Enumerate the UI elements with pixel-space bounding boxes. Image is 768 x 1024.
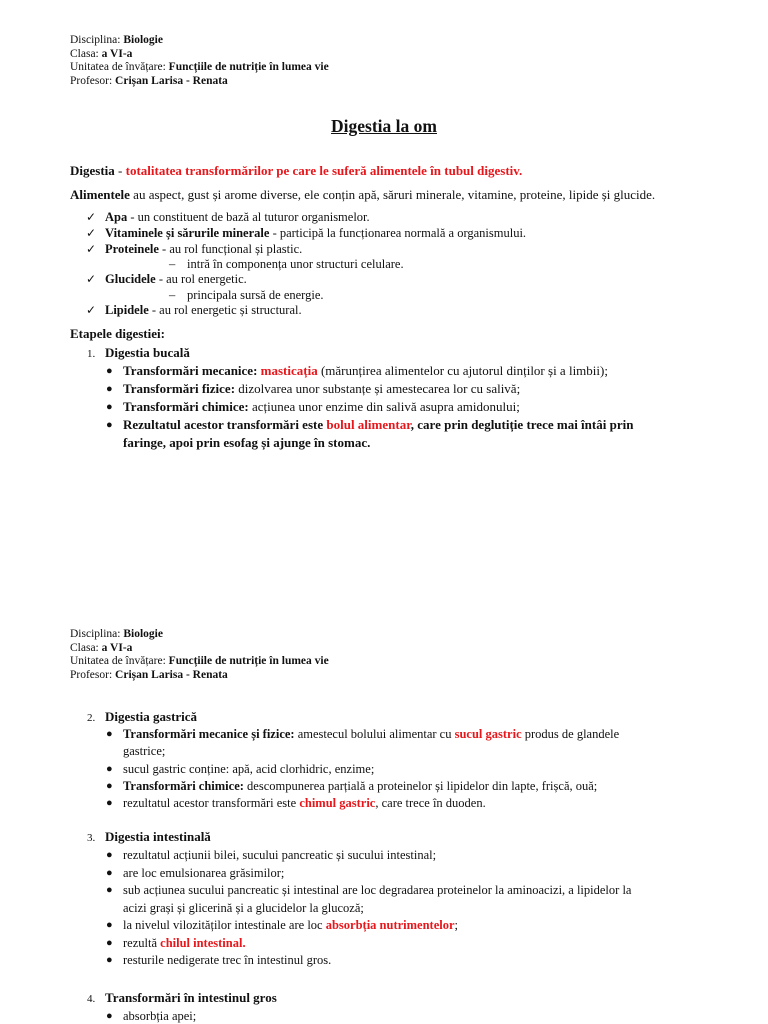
header-block xyxy=(70,628,329,682)
definition-line: Digestia - totalitatea transformărilor pe care le suferă alimentele în tubul digestiv. xyxy=(70,163,523,178)
header-unit: Unitatea de învățare: Funcțiile de nutriție în lumea vie xyxy=(70,655,329,668)
header-class: Clasa: a VI-a xyxy=(70,47,133,60)
check-icon: ✓ xyxy=(86,242,97,256)
section-number: 3. xyxy=(87,832,96,844)
list-item-continuation: acizi grași și glicerină și a glucidelor la glucoză; xyxy=(123,900,364,915)
list-item: ✓ Apa - un constituent de bază al tuturor organismelor. xyxy=(86,210,370,224)
header-unit: Unitatea de învățare: Funcțiile de nutriție în lumea vie xyxy=(70,61,329,74)
bullet-icon: ● xyxy=(106,884,113,896)
list-item: ● la nivelul vilozităților intestinale are loc absorbția nutrimentelor; xyxy=(106,918,459,932)
list-subitem: – intră în componența unor structuri celulare. xyxy=(169,257,404,271)
section-title: Digestia bucală xyxy=(105,345,190,360)
list-item: ● Rezultatul acestor transformări este bolul alimentar, care prin deglutiție trece mai întâi prin xyxy=(106,417,634,432)
bullet-icon: ● xyxy=(106,401,113,413)
bullet-icon: ● xyxy=(106,919,113,931)
check-icon: ✓ xyxy=(86,272,97,286)
bullet-icon: ● xyxy=(106,954,113,966)
foods-line: Alimentele au aspect, gust și arome diverse, ele conțin apă, săruri minerale, vitamine, proteine, lipide și glucide. xyxy=(70,187,656,202)
section-gastric-digestion xyxy=(0,709,768,812)
list-item: ✓ Vitaminele și sărurile minerale - participă la funcționarea normală a organismului. xyxy=(86,226,527,240)
header-teacher: Profesor: Crișan Larisa - Renata xyxy=(70,668,228,681)
bullet-icon: ● xyxy=(106,1010,113,1022)
check-icon: ✓ xyxy=(86,303,97,317)
list-item: ✓ Lipidele - au rol energetic și structural. xyxy=(86,303,302,317)
list-subitem: – principala sursă de energie. xyxy=(169,288,324,302)
page-title: Digestia la om xyxy=(331,116,437,136)
list-item: ● sucul gastric conține: apă, acid clorhidric, enzime; xyxy=(106,762,375,776)
bullet-icon: ● xyxy=(106,797,113,809)
list-item: ● rezultatul acțiunii bilei, sucului pancreatic și sucului intestinal; xyxy=(106,848,437,862)
dash-icon: – xyxy=(169,257,176,271)
check-icon: ✓ xyxy=(86,210,97,224)
nutrient-checklist xyxy=(0,209,768,318)
list-item: ● Transformări mecanice și fizice: amestecul bolului alimentar cu sucul gastric produs de glandele xyxy=(106,727,620,741)
stages-title: Etapele digestiei: xyxy=(70,326,165,341)
list-item: ● sub acțiunea sucului pancreatic și intestinal are loc degradarea proteinelor la aminoacizi, a lipidelor la xyxy=(106,883,632,897)
bullet-icon: ● xyxy=(106,866,113,879)
list-item: ● absorbția apei; xyxy=(106,1009,197,1023)
section-intestinal-digestion xyxy=(0,829,768,970)
bullet-icon: ● xyxy=(106,763,113,775)
list-item: ● resturile nedigerate trec în intestinul gros. xyxy=(106,953,332,967)
section-number: 1. xyxy=(87,348,96,360)
list-item-continuation: faringe, apoi prin esofag și ajunge în stomac. xyxy=(123,435,371,450)
dash-icon: – xyxy=(169,288,176,302)
list-item: ✓ Glucidele - au rol energetic. xyxy=(86,272,247,286)
list-item: ● Transformări mecanice: masticația (mărunțirea alimentelor cu ajutorul dinților și a limbii); xyxy=(106,363,608,378)
check-icon: ✓ xyxy=(86,226,97,240)
list-item: ✓ Proteinele - au rol funcțional și plastic. xyxy=(86,242,303,256)
bullet-icon: ● xyxy=(106,383,113,395)
header-block xyxy=(70,34,329,88)
header-discipline: Disciplina: Biologie xyxy=(70,34,163,46)
bullet-icon: ● xyxy=(106,936,113,949)
section-oral-digestion xyxy=(0,345,768,453)
bullet-icon: ● xyxy=(106,728,113,740)
header-teacher: Profesor: Crișan Larisa - Renata xyxy=(70,74,228,87)
list-item: ● Transformări fizice: dizolvarea unor substanțe și amestecarea lor cu salivă; xyxy=(106,381,521,396)
section-title: Transformări în intestinul gros xyxy=(105,990,277,1005)
bullet-icon: ● xyxy=(106,849,113,861)
list-item-continuation: gastrice; xyxy=(123,744,166,758)
section-number: 2. xyxy=(87,712,96,724)
section-title: Digestia gastrică xyxy=(105,709,198,724)
list-item: ● are loc emulsionarea grăsimilor; xyxy=(106,865,285,880)
bullet-icon: ● xyxy=(106,365,113,377)
section-title: Digestia intestinală xyxy=(105,829,211,844)
list-item: ● rezultatul acestor transformări este chimul gastric, care trece în duoden. xyxy=(106,796,486,810)
header-class: Clasa: a VI-a xyxy=(70,641,133,654)
section-number: 4. xyxy=(87,993,96,1005)
list-item: ● rezultă chilul intestinal. xyxy=(106,935,246,950)
bullet-icon: ● xyxy=(106,419,113,431)
header-discipline: Disciplina: Biologie xyxy=(70,628,163,640)
list-item: ● Transformări chimice: acțiunea unor enzime din salivă asupra amidonului; xyxy=(106,399,520,414)
list-item: ● Transformări chimice: descompunerea parțială a proteinelor și lipidelor din lapte, frișcă, ouă; xyxy=(106,779,598,793)
bullet-icon: ● xyxy=(106,780,113,792)
section-large-intestine xyxy=(0,990,768,1024)
